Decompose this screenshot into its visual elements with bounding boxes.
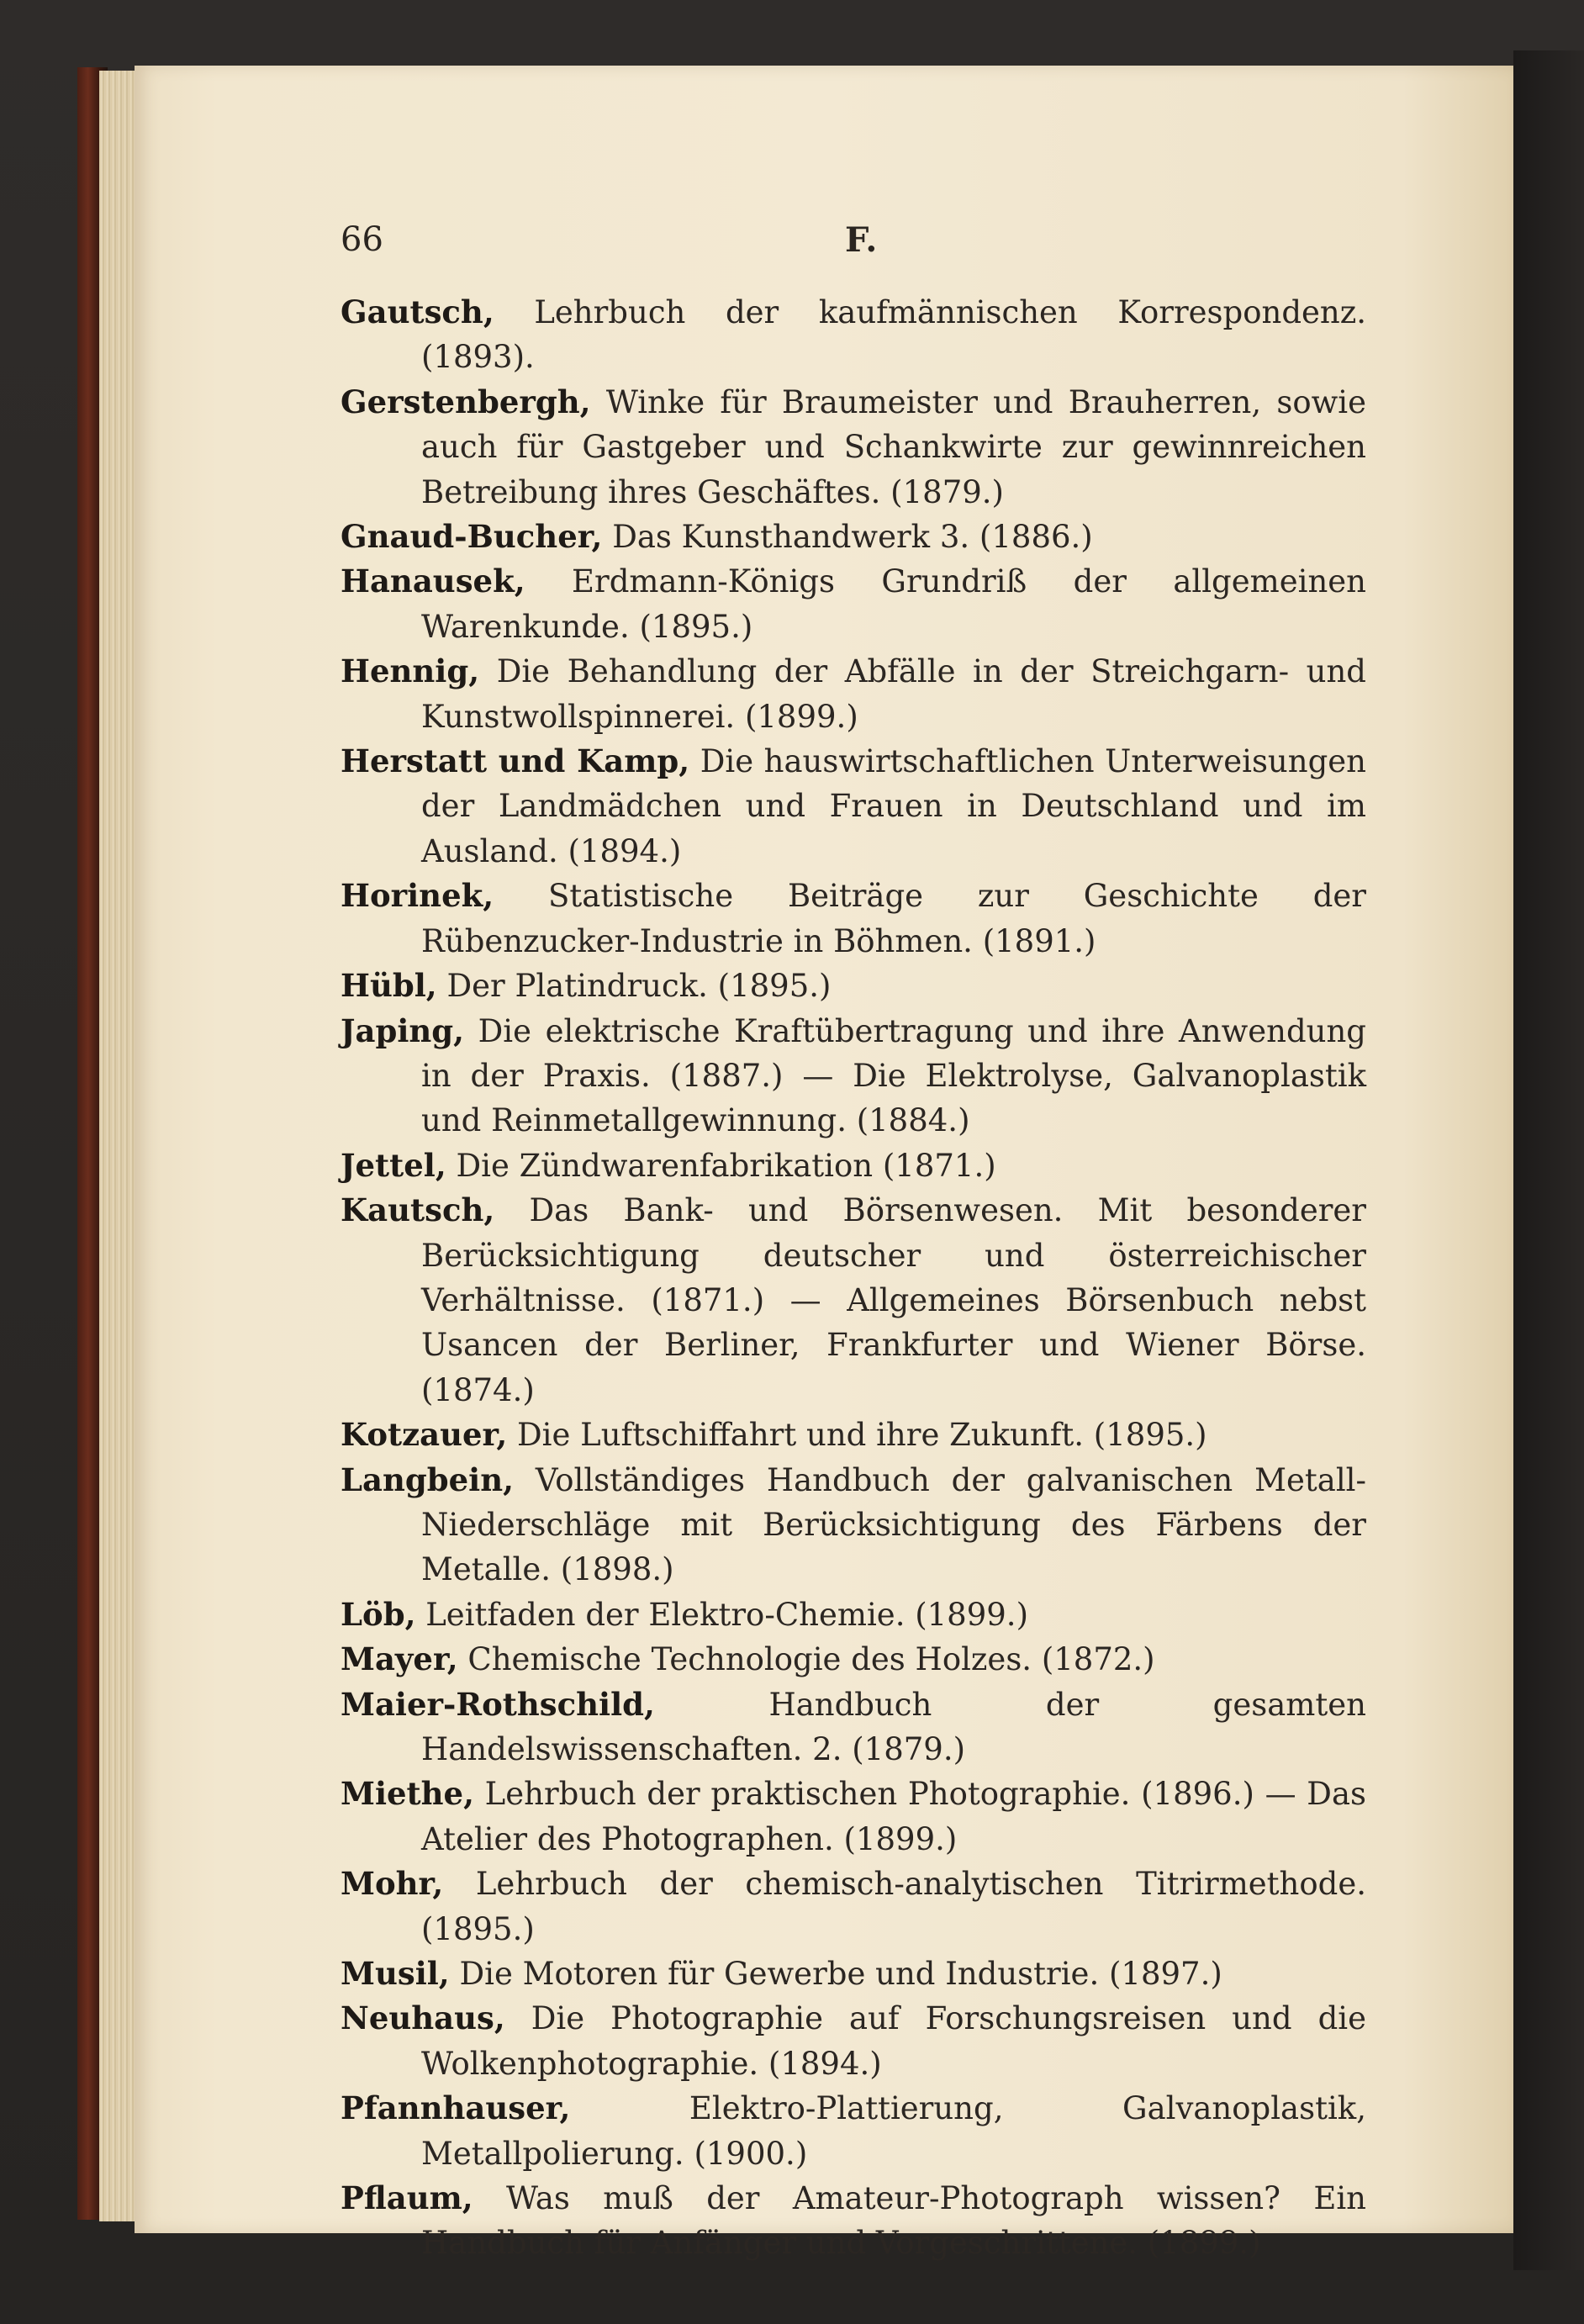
entry-author: Pfannhauser, (341, 2089, 571, 2127)
entry-text: Lehrbuch der chemisch-analytischen Titrirmethode. (1895.) (421, 1866, 1366, 1947)
bibliography-entry (341, 515, 1366, 559)
entry-author: Gerstenbergh, (341, 383, 591, 420)
bibliography-entry (341, 1952, 1366, 1996)
entry-text: Die Luftschiffahrt und ihre Zukunft. (1895.) (517, 1417, 1207, 1454)
bibliography-entry (341, 2176, 1366, 2266)
bibliography-entry (341, 1413, 1366, 1457)
entry-author: Mayer, (341, 1640, 458, 1678)
bibliography-entry (341, 1009, 1366, 1144)
entry-author: Hübl, (341, 967, 437, 1005)
bibliography-entry (341, 1144, 1366, 1188)
entry-text: Winke für Braumeister und Brauherren, sowie auch für Gastgeber und Schankwirte zur gewinnreichen Betreibung ihres Geschäftes. (1879.) (421, 383, 1366, 510)
entry-text: Leitfaden der Elektro-Chemie. (1899.) (425, 1596, 1029, 1633)
entry-text: Die Motoren für Gewerbe und Industrie. (1897.) (459, 1956, 1222, 1993)
entry-author: Horinek, (341, 877, 494, 915)
entry-author: Gnaud-Bucher, (341, 518, 603, 556)
entry-author: Miethe, (341, 1775, 474, 1813)
entry-text: Das Kunsthandwerk 3. (1886.) (612, 519, 1093, 556)
entry-text: Lehrbuch der praktischen Photographie. (1896.) — Das Atelier des Photographen. (1899.) (421, 1776, 1366, 1857)
entry-author: Kotzauer, (341, 1416, 508, 1454)
bibliography-entry (341, 1862, 1366, 1952)
page-header (341, 220, 1366, 271)
section-letter: F. (845, 220, 878, 260)
bibliography-entry (341, 739, 1366, 874)
bibliography-entry (341, 380, 1366, 515)
entry-author: Jettel, (341, 1146, 446, 1184)
bibliography-entry (341, 1188, 1366, 1413)
entry-text: Der Platindruck. (1895.) (446, 968, 832, 1005)
entry-author: Mohr, (341, 1865, 444, 1903)
entry-author: Neuhaus, (341, 1999, 505, 2037)
entry-text: Elektro-Plattierung, Galvanoplastik, Metallpolierung. (1900.) (421, 2090, 1366, 2172)
bibliography-entry (341, 964, 1366, 1008)
entry-text: Das Bank- und Börsenwesen. Mit besonderer Berücksichtigung deutscher und österreichischer Verhältnisse. (1871.) — Allgemeines Börsenbuch nebst Usancen der Berliner, Frankfurter und Wiener Börse. (1874.) (421, 1192, 1366, 1408)
entry-author: Löb, (341, 1595, 416, 1633)
entry-author: Hennig, (341, 652, 480, 690)
bibliography-entry (341, 1682, 1366, 1772)
entry-author: Langbein, (341, 1460, 515, 1498)
entry-text: Die Photographie auf Forschungsreisen und die Wolkenphotographie. (1894.) (421, 2000, 1366, 2082)
entry-author: Gautsch, (341, 293, 494, 330)
bibliography-entry (341, 2086, 1366, 2176)
bibliography-entry (341, 1772, 1366, 1862)
bibliography-entry (341, 1637, 1366, 1682)
entry-author: Musil, (341, 1955, 450, 1993)
entry-author: Kautsch, (341, 1191, 495, 1229)
bibliography-list (341, 290, 1366, 2266)
entry-text: Handbuch der gesamten Handelswissenschaften. 2. (1879.) (421, 1686, 1366, 1767)
bibliography-entry (341, 559, 1366, 649)
bibliography-entry (341, 874, 1366, 964)
entry-text: Die elektrische Kraftübertragung und ihre Anwendung in der Praxis. (1887.) — Die Elektrolyse, Galvanoplastik und Reinmetallgewinnung. (1884.) (421, 1012, 1366, 1139)
entry-author: Herstatt und Kamp, (341, 742, 690, 780)
entry-text: Vollständiges Handbuch der galvanischen Metall-Niederschläge mit Berücksichtigung des Färbens der Metalle. (1898.) (421, 1461, 1366, 1588)
entry-text: Die Behandlung der Abfälle in der Streichgarn- und Kunstwollspinnerei. (1899.) (421, 653, 1366, 735)
bibliography-entry (341, 1458, 1366, 1592)
entry-author: Maier-Rothschild, (341, 1685, 655, 1723)
entry-text: Lehrbuch der kaufmännischen Korrespondenz. (1893). (421, 294, 1366, 376)
page-number: 66 (341, 220, 383, 259)
entry-text: Was muß der Amateur-Photograph wissen? Ein Handbuch für Anfänger und Vorgeschrittene. (1899.) (421, 2180, 1366, 2262)
entry-text: Die Zündwarenfabrikation (1871.) (456, 1147, 996, 1184)
entry-text: Die hauswirtschaftlichen Unterweisungen der Landmädchen und Frauen in Deutschland und im Ausland. (1894.) (421, 743, 1367, 869)
entry-text: Erdmann-Königs Grundriß der allgemeinen Warenkunde. (1895.) (421, 563, 1366, 645)
bibliography-entry (341, 1592, 1366, 1637)
entry-author: Pflaum, (341, 2179, 473, 2217)
bibliography-entry (341, 649, 1366, 739)
entry-author: Hanausek, (341, 563, 525, 600)
entry-text: Statistische Beiträge zur Geschichte der Rübenzucker-Industrie in Böhmen. (1891.) (421, 878, 1366, 959)
gutter-shadow (1513, 50, 1584, 2270)
bibliography-entry (341, 1996, 1366, 2086)
entry-author: Japing, (341, 1011, 465, 1049)
bibliography-entry (341, 290, 1366, 380)
entry-text: Chemische Technologie des Holzes. (1872.) (467, 1641, 1155, 1678)
